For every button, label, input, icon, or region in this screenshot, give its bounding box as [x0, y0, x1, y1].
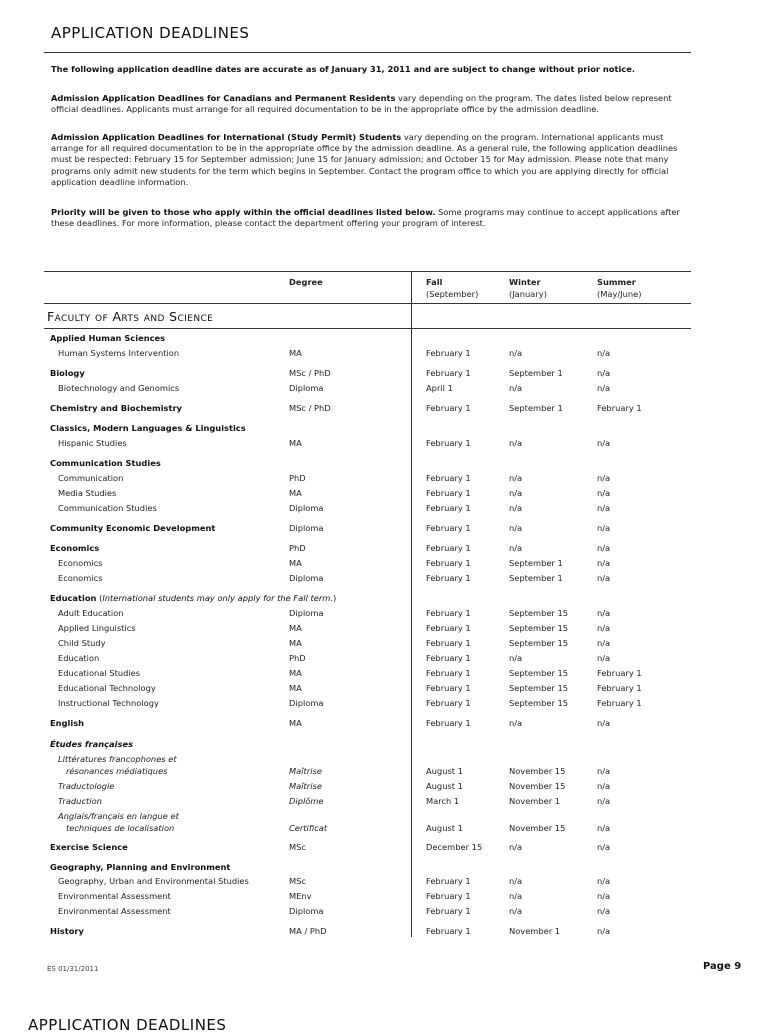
intro-notice: The following application deadline dates are accurate as of January 31, 2011 and are subject to change without prior notice. — [51, 64, 635, 74]
table-row: English MA February 1 n/a n/a — [50, 718, 611, 728]
table-row: Instructional Technology Diploma February 1 September 15 February 1 — [58, 698, 642, 708]
table-row: Communication PhD February 1 n/a n/a — [58, 473, 611, 483]
table-row: Education PhD February 1 n/a n/a — [58, 653, 611, 663]
table-row: Études françaises — [50, 739, 134, 749]
title-divider — [44, 52, 691, 53]
intro-p4-text: Some programs may continue to accept applications after these deadlines. For more information, please contact the department offering your program of interest. — [51, 207, 680, 229]
page-title: APPLICATION DEADLINES — [51, 24, 250, 42]
table-row: Classics, Modern Languages & Linguistics — [50, 423, 246, 433]
intro-paragraph-4 — [51, 207, 691, 229]
intro-paragraph-1 — [51, 64, 691, 75]
table-row: Geography, Planning and Environment — [50, 862, 231, 872]
table-row: Education (International students may only apply for the Fall term.) — [50, 593, 337, 603]
intro-p3-text: vary depending on the program. International applicants must arrange for all required documentation to be in the appropriate office by the admission deadline. As a general rule, the following application deadlines must be respected: February 15 for September admission; June 15 for January admission; and October 15 for May admission. Please note that many programs only admit new students for the term which begins in September. Contact the program office to which you are applying directly for official application deadline information. — [51, 132, 678, 187]
table-row: Human Systems Intervention MA February 1 n/a n/a — [58, 348, 611, 358]
header-degree: Degree — [289, 277, 323, 287]
table-row: Adult Education Diploma February 1 September 15 n/a — [58, 608, 611, 618]
intro-p4-heading: Priority will be given to those who apply within the official deadlines listed below. — [51, 207, 436, 217]
education-note: International students may only apply for the Fall term. — [102, 593, 334, 603]
intro-p3-heading: Admission Application Deadlines for International (Study Permit) Students — [51, 132, 402, 142]
table-row: Traductologie Maîtrise August 1 November 15 n/a — [58, 781, 611, 791]
table-row: Communication Studies Diploma February 1 n/a n/a — [58, 503, 611, 513]
table-top-rule — [44, 271, 691, 272]
table-row: Exercise Science MSc December 15 n/a n/a — [50, 842, 611, 852]
next-page-title: APPLICATION DEADLINES — [28, 1016, 227, 1034]
footer-code: ES 01/31/2011 — [47, 965, 99, 973]
table-row: Communication Studies — [50, 458, 161, 468]
table-row: Educational Studies MA February 1 September 15 February 1 — [58, 668, 642, 678]
table-row: Geography, Urban and Environmental Studies MSc February 1 n/a n/a — [58, 876, 611, 886]
table-row: Environmental Assessment Diploma February 1 n/a n/a — [58, 906, 611, 916]
table-row: Biology MSc / PhD February 1 September 1 n/a — [50, 368, 611, 378]
faculty-rule — [44, 328, 691, 329]
page-number: Page 9 — [703, 961, 742, 972]
header-winter: Winter (January) — [509, 277, 547, 299]
header-fall: Fall (September) — [426, 277, 479, 299]
table-row: Applied Human Sciences — [50, 333, 166, 343]
table-row: Media Studies MA February 1 n/a n/a — [58, 488, 611, 498]
table-row: Littératures francophones et résonances médiatiques Maîtrise August 1 November 15 n/a — [58, 754, 611, 776]
intro-paragraph-2 — [51, 93, 691, 115]
table-header-rule — [44, 303, 691, 304]
table-row: Applied Linguistics MA February 1 September 15 n/a — [58, 623, 611, 633]
table-row: Environmental Assessment MEnv February 1 n/a n/a — [58, 891, 611, 901]
header-summer: Summer (May/June) — [597, 277, 642, 299]
table-row: Chemistry and Biochemistry MSc / PhD February 1 September 1 February 1 — [50, 403, 642, 413]
table-row: Educational Technology MA February 1 September 15 February 1 — [58, 683, 642, 693]
faculty-heading: Faculty of Arts and Science — [47, 309, 214, 324]
table-row: Traduction Diplôme March 1 November 1 n/a — [58, 796, 611, 806]
table-row: Economics Diploma February 1 September 1 n/a — [58, 573, 611, 583]
table-row: Economics MA February 1 September 1 n/a — [58, 558, 611, 568]
intro-paragraph-3 — [51, 132, 691, 188]
table-row: Biotechnology and Genomics Diploma April 1 n/a n/a — [58, 383, 611, 393]
table-row: History MA / PhD February 1 November 1 n/a — [50, 926, 611, 936]
table-row: Community Economic Development Diploma February 1 n/a n/a — [50, 523, 611, 533]
intro-p2-text: vary depending on the program. The dates listed below represent official deadlines. Applicants must arrange for all required documentation to be in the appropriate office by the admission deadline. — [51, 93, 672, 115]
table-row: Anglais/français en langue et techniques de localisation Certificat August 1 November 15 n/a — [58, 811, 611, 833]
table-row: Economics PhD February 1 n/a n/a — [50, 543, 611, 553]
table-row: Hispanic Studies MA February 1 n/a n/a — [58, 438, 611, 448]
intro-p2-heading: Admission Application Deadlines for Canadians and Permanent Residents — [51, 93, 396, 103]
table-row: Child Study MA February 1 September 15 n/a — [58, 638, 611, 648]
